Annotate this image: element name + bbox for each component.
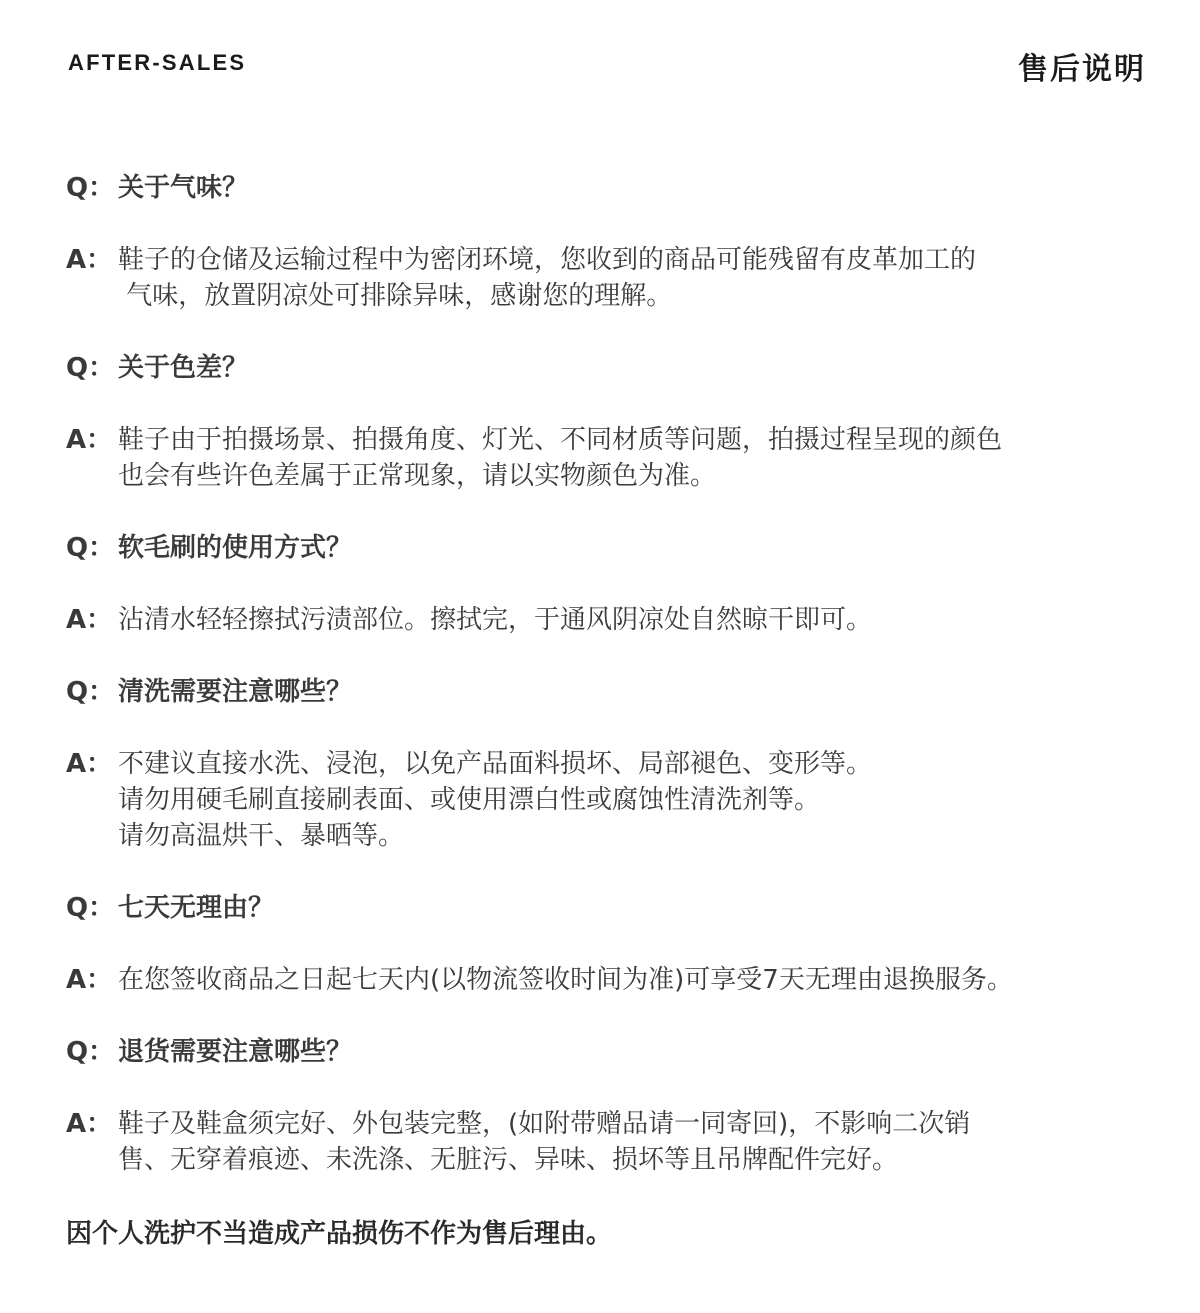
answer-line: 不建议直接水洗、浸泡，以免产品面料损坏、局部褪色、变形等。: [118, 749, 873, 779]
faq-question: [66, 674, 1146, 710]
faq-question: [66, 170, 1146, 206]
faq-answer: [66, 422, 1146, 494]
faq-answer: [66, 962, 1146, 998]
answer-line: 鞋子的仓储及运输过程中为密闭环境，您收到的商品可能残留有皮革加工的: [118, 245, 977, 275]
faq-list: [66, 170, 1146, 1214]
faq-answer: [66, 746, 1146, 854]
faq-answer: [66, 602, 1146, 638]
answer-line: 也会有些许色差属于正常现象，请以实物颜色为准。: [118, 461, 717, 491]
question-text: 清洗需要注意哪些？: [118, 677, 353, 707]
question-marker: Q：: [66, 893, 115, 923]
answer-line: 沾清水轻轻擦拭污渍部位。擦拭完，于通风阴凉处自然晾干即可。: [118, 605, 873, 635]
faq-question: [66, 530, 1146, 566]
faq-answer: [66, 1106, 1146, 1178]
question-text: 软毛刷的使用方式？: [118, 533, 353, 563]
answer-line: 售、无穿着痕迹、未洗涤、无脏污、异味、损坏等且吊牌配件完好。: [118, 1145, 899, 1175]
answer-line: 在您签收商品之日起七天内(以物流签收时间为准)可享受7天无理由退换服务。: [118, 965, 1013, 995]
header-title-cn: 售后说明: [1018, 52, 1146, 87]
question-marker: Q：: [66, 1037, 115, 1067]
question-marker: Q：: [66, 353, 115, 383]
header-title-en: AFTER-SALES: [68, 50, 247, 75]
answer-line: 鞋子及鞋盒须完好、外包装完整，(如附带赠品请一同寄回)，不影响二次销: [118, 1109, 971, 1139]
faq-answer: [66, 242, 1146, 314]
faq-question: [66, 890, 1146, 926]
question-marker: Q：: [66, 173, 115, 203]
answer-marker: A：: [66, 245, 113, 275]
question-text: 七天无理由？: [118, 893, 275, 923]
answer-line: 请勿高温烘干、暴晒等。: [118, 821, 405, 851]
question-text: 关于气味？: [118, 173, 249, 203]
faq-question: [66, 1034, 1146, 1070]
answer-marker: A：: [66, 425, 113, 455]
question-text: 退货需要注意哪些？: [118, 1037, 353, 1067]
answer-marker: A：: [66, 1109, 113, 1139]
answer-line: 鞋子由于拍摄场景、拍摄角度、灯光、不同材质等问题，拍摄过程呈现的颜色: [118, 425, 1003, 455]
question-text: 关于色差？: [118, 353, 249, 383]
answer-marker: A：: [66, 605, 113, 635]
answer-marker: A：: [66, 749, 113, 779]
footer-note: 因个人洗护不当造成产品损伤不作为售后理由。: [66, 1219, 613, 1249]
faq-question: [66, 350, 1146, 386]
question-marker: Q：: [66, 677, 115, 707]
answer-marker: A：: [66, 965, 113, 995]
question-marker: Q：: [66, 533, 115, 563]
answer-line: 请勿用硬毛刷直接刷表面、或使用漂白性或腐蚀性清洗剂等。: [118, 785, 821, 815]
answer-line: 气味，放置阴凉处可排除异味，感谢您的理解。: [118, 281, 673, 311]
